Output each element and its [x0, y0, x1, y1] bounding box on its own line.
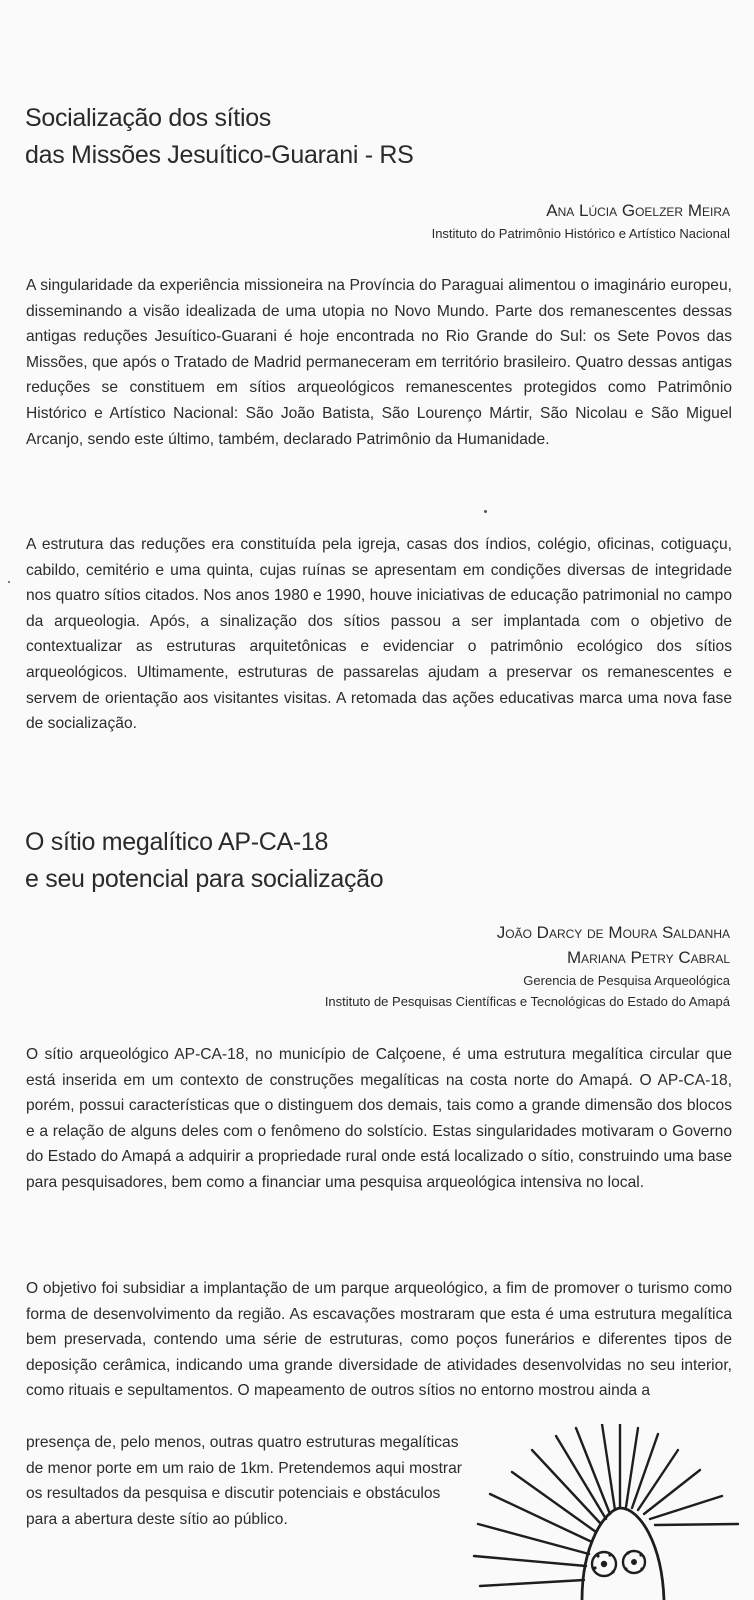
article2-paragraph1: O sítio arqueológico AP-CA-18, no município de Calçoene, é uma estrutura megalítica circular que está inserida em um contexto de construções megalíticas na costa norte do Amapá. O AP-CA-18, porém, possui características que o distinguem dos demais, tais como a grande dimensão dos blocos e a relação de alguns deles com o fenômeno do solstício. Estas singularidades motivaram o Governo do Estado do Amapá a adquirir a propriedade rural onde está localizado o sítio, construindo uma base para pesquisadores, bem como a financiar uma pesquisa arqueológica intensiva no local.	[26, 1046, 732, 1191]
sun-face-drawing-icon	[470, 1424, 754, 1600]
article1-author: Ana Lúcia Goelzer Meira	[546, 201, 730, 220]
article1-title-line2: das Missões Jesuítico-Guarani - RS	[25, 141, 414, 169]
article2-title-line2: e seu potencial para socialização	[25, 865, 384, 893]
article2-paragraph2-continued: presença de, pelo menos, outras quatro estruturas megalíticas de menor porte em um raio de 1km. Pretendemos aqui mostrar os resultados da pesquisa e discutir potenciais e obstáculos para a abertura deste sítio ao público.	[26, 1434, 462, 1528]
article1-title-line1: Socialização dos sítios	[25, 104, 272, 132]
article1-paragraph2: A estrutura das reduções era constituída pela igreja, casas dos índios, colégio, oficinas, cotiguaçu, cabildo, cemitério e uma quinta, cujas ruínas se apresentam em condições diversas de integridade nos quatro sítios citados. Nos anos 1980 e 1990, houve iniciativas de educação patrimonial no campo da arqueologia. Após, a sinalização dos sítios passou a ser implantada com o objetivo de contextualizar as estruturas arquitetônicas e evidenciar o patrimônio ecológico dos sítios arqueológicos. Ultimamente, estruturas de passarelas ajudam a preservar os remanescentes e servem de orientação aos visitantes visitas. A retomada das ações educativas marca uma nova fase de socialização.	[26, 536, 732, 733]
article2-author1: João Darcy de Moura Saldanha	[496, 923, 730, 942]
article2-title	[25, 824, 383, 898]
scan-speck	[8, 581, 10, 583]
article1-title	[25, 100, 414, 174]
scan-speck	[484, 510, 487, 513]
article2-affiliation1: Gerencia de Pesquisa Arqueológica	[523, 973, 730, 988]
article1-affiliation: Instituto do Patrimônio Histórico e Artístico Nacional	[431, 226, 730, 241]
article2-byline	[325, 920, 730, 1012]
article2-affiliation2: Instituto de Pesquisas Científicas e Tecnológicas do Estado do Amapá	[324, 994, 730, 1009]
article1-byline	[432, 198, 730, 244]
article2-title-line1: O sítio megalítico AP-CA-18	[25, 828, 329, 856]
article1-paragraph1: A singularidade da experiência missioneira na Província do Paraguai alimentou o imaginário europeu, disseminando a visão idealizada de uma utopia no Novo Mundo. Parte dos remanescentes dessas antigas reduções Jesuítico-Guarani é hoje encontrada no Rio Grande do Sul: os Sete Povos das Missões, que após o Tratado de Madrid permaneceram em território brasileiro. Quatro dessas antigas reduções se constituem em sítios arqueológicos remanescentes protegidos como Patrimônio Histórico e Artístico Nacional: São João Batista, São Lourenço Mártir, São Nicolau e São Miguel Arcanjo, sendo este último, também, declarado Patrimônio da Humanidade.	[26, 277, 732, 448]
article2-author2: Mariana Petry Cabral	[566, 948, 730, 967]
article2-paragraph2: O objetivo foi subsidiar a implantação de um parque arqueológico, a fim de promover o turismo como forma de desenvolvimento da região. As escavações mostraram que esta é uma estrutura megalítica bem preservada, contendo uma série de estruturas, como poços funerários e diferentes tipos de deposição cerâmica, indicando uma grande diversidade de atividades desenvolvidas no seu interior, como rituais e sepultamentos. O mapeamento de outros sítios no entorno mostrou ainda a	[26, 1280, 732, 1400]
